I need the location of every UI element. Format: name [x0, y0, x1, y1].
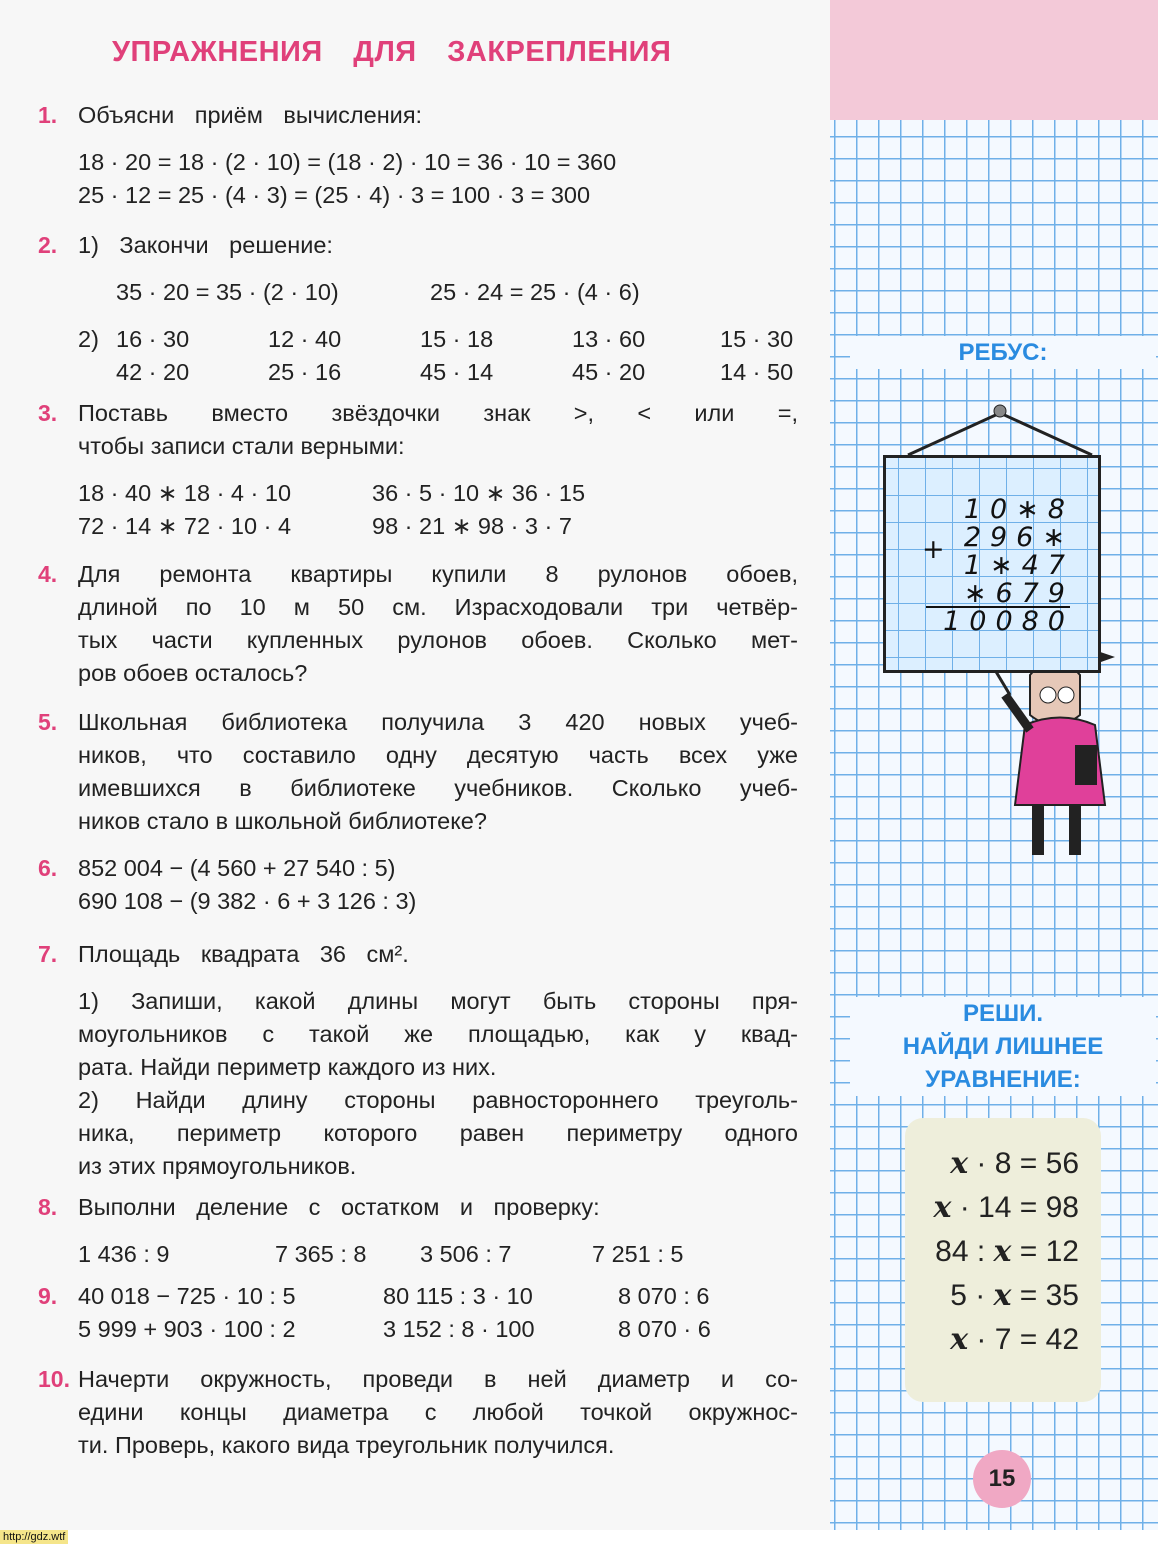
expression: 2)	[78, 326, 99, 352]
exercise-block	[78, 146, 798, 212]
text-line: 18 · 20 = 18 · (2 · 10) = (18 · 2) · 10 = 36 · 10 = 360	[78, 149, 617, 175]
task-title-line: НАЙДИ ЛИШНЕЕ	[850, 1030, 1156, 1063]
text-line: ников, что составило одну десятую часть всех уже	[78, 742, 798, 768]
text-line: ров обоев осталось?	[78, 660, 308, 686]
expression-row	[78, 323, 798, 356]
expression: 14 · 50	[720, 359, 794, 385]
text-line: 690 108 − (9 382 · 6 + 3 126 : 3)	[78, 888, 417, 914]
page-number: 15	[973, 1450, 1031, 1508]
text-line: 25 · 12 = 25 · (4 · 3) = (25 · 4) · 3 = 100 · 3 = 300	[78, 182, 591, 208]
text-line: ников стало в школьной библиотеке?	[78, 808, 487, 834]
rebus-sum: 10080	[943, 606, 1074, 637]
exercise-block	[78, 852, 798, 918]
text-line: ти. Проверь, какого вида треугольник получился.	[78, 1432, 615, 1458]
exercise-block	[78, 938, 798, 971]
equation-suffix: · 14 = 98	[951, 1191, 1079, 1224]
text-line: имевшихся в библиотеке учебников. Сколько учеб-	[78, 775, 798, 801]
text-line: 2) Найди длину стороны равностороннего треуголь-	[78, 1087, 798, 1113]
variable: x	[933, 1190, 952, 1225]
exercise-10	[38, 1363, 798, 1462]
exercise-number: 8.	[38, 1194, 58, 1220]
text-line: чтобы записи стали верными:	[78, 433, 405, 459]
exercise-number: 2.	[38, 232, 58, 258]
text-line: Объясни приём вычисления:	[78, 102, 423, 128]
text-line: тых части купленных рулонов обоев. Сколько мет-	[78, 627, 798, 653]
expression: 36 · 5 · 10 ∗ 36 · 15	[372, 480, 586, 506]
expression: 5 999 + 903 · 100 : 2	[78, 1316, 296, 1342]
exercise-number: 6.	[38, 855, 58, 881]
expression: 13 · 60	[572, 326, 646, 352]
exercise-body	[78, 706, 798, 838]
equation	[950, 1278, 1079, 1313]
equation-suffix: · 7 = 42	[968, 1323, 1079, 1356]
exercise-block	[78, 1280, 798, 1346]
plus-sign: +	[922, 534, 954, 565]
exercise-3	[38, 397, 798, 543]
exercise-number: 9.	[38, 1283, 58, 1309]
expression-row	[78, 1313, 798, 1346]
expression-row	[78, 510, 798, 543]
exercise-8	[38, 1191, 798, 1271]
expression: 7 365 : 8	[275, 1241, 367, 1267]
text-line: 1) Закончи решение:	[78, 232, 333, 258]
exercise-body	[78, 229, 798, 389]
equations-box	[905, 1118, 1101, 1402]
rebus-board	[883, 455, 1101, 673]
exercise-number: 10.	[38, 1366, 70, 1392]
exercise-2	[38, 229, 798, 389]
expression-row	[78, 477, 798, 510]
text-line: 1) Запиши, какой длины могут быть стороны пря-	[78, 988, 798, 1014]
expression: 98 · 21 ∗ 98 · 3 · 7	[372, 513, 572, 539]
expression: 12 · 40	[268, 326, 342, 352]
task-title-line: РЕШИ.	[850, 997, 1156, 1030]
equation-suffix: = 35	[1011, 1279, 1079, 1312]
expression: 8 070 : 6	[618, 1283, 710, 1309]
exercise-body	[78, 1280, 798, 1346]
equation-suffix: = 12	[1011, 1235, 1079, 1268]
exercise-block	[78, 1238, 798, 1271]
expression: 3 152 : 8 · 100	[383, 1316, 535, 1342]
variable: x	[950, 1322, 969, 1357]
exercise-body	[78, 852, 798, 918]
variable: x	[993, 1278, 1012, 1313]
expression: 15 · 30	[720, 326, 794, 352]
page-title: УПРАЖНЕНИЯ ДЛЯ ЗАКРЕПЛЕНИЯ	[112, 36, 672, 68]
exercise-block	[78, 558, 798, 690]
text-line: 852 004 − (4 560 + 27 540 : 5)	[78, 855, 396, 881]
exercise-block	[78, 323, 798, 389]
expression-row	[78, 1280, 798, 1313]
exercise-block	[78, 229, 798, 262]
expression: 45 · 20	[572, 359, 646, 385]
expression: 1 436 : 9	[78, 1241, 170, 1267]
text-line: Поставь вместо звёздочки знак >, < или =,	[78, 400, 798, 426]
exercise-body	[78, 99, 798, 212]
exercise-body	[78, 397, 798, 543]
exercise-body	[78, 1191, 798, 1271]
exercise-4	[38, 558, 798, 690]
exercise-block	[78, 985, 798, 1183]
equation	[934, 1190, 1079, 1225]
expression-row	[78, 276, 798, 309]
text-line: рата. Найди периметр каждого из них.	[78, 1054, 497, 1080]
rebus-line: 1∗47	[963, 550, 1074, 581]
exercise-body	[78, 938, 798, 1183]
rebus-line: 10∗8	[963, 494, 1074, 525]
exercise-block	[78, 99, 798, 132]
exercise-block	[78, 1363, 798, 1462]
rebus-line: 296∗	[963, 522, 1074, 553]
sidebar-pink-header	[830, 0, 1158, 120]
exercise-block	[78, 1191, 798, 1224]
exercise-1	[38, 99, 798, 212]
text-line: ника, периметр которого равен периметру одного	[78, 1120, 798, 1146]
exercise-body	[78, 558, 798, 690]
exercise-body	[78, 1363, 798, 1462]
expression: 7 251 : 5	[592, 1241, 684, 1267]
exercise-number: 4.	[38, 561, 58, 587]
text-line: едини концы диаметра с любой точкой окружнос-	[78, 1399, 798, 1425]
equation	[950, 1146, 1079, 1181]
text-line: Школьная библиотека получила 3 420 новых учеб-	[78, 709, 798, 735]
source-link[interactable]: http://gdz.wtf	[0, 1530, 68, 1544]
exercise-number: 1.	[38, 102, 58, 128]
expression: 72 · 14 ∗ 72 · 10 · 4	[78, 513, 292, 539]
variable: x	[950, 1146, 969, 1181]
expression: 35 · 20 = 35 · (2 · 10)	[116, 279, 339, 305]
equation	[935, 1234, 1079, 1269]
expression: 40 018 − 725 · 10 : 5	[78, 1283, 296, 1309]
expression: 45 · 14	[420, 359, 494, 385]
exercise-number: 7.	[38, 941, 58, 967]
exercise-block	[78, 477, 798, 543]
task-title-line: УРАВНЕНИЕ:	[850, 1063, 1156, 1096]
text-line: Площадь квадрата 36 см².	[78, 941, 409, 967]
equation	[950, 1322, 1079, 1357]
expression: 16 · 30	[116, 326, 190, 352]
exercise-number: 5.	[38, 709, 58, 735]
expression: 42 · 20	[116, 359, 190, 385]
expression-row	[78, 356, 798, 389]
equation-prefix: 5 ·	[950, 1279, 994, 1312]
exercise-9	[38, 1280, 798, 1346]
variable: x	[993, 1234, 1012, 1269]
exercise-block	[78, 706, 798, 838]
text-line: из этих прямоугольников.	[78, 1153, 357, 1179]
exercise-number: 3.	[38, 400, 58, 426]
expression: 3 506 : 7	[420, 1241, 512, 1267]
exercise-block	[78, 397, 798, 463]
text-line: Выполни деление с остатком и проверку:	[78, 1194, 600, 1220]
expression: 80 115 : 3 · 10	[383, 1283, 533, 1309]
rebus-line: ∗679	[963, 578, 1074, 609]
exercise-block	[78, 276, 798, 309]
text-line: длиной по 10 м 50 см. Израсходовали три четвёр-	[78, 594, 798, 620]
exercise-7	[38, 938, 798, 1183]
equation-suffix: · 8 = 56	[968, 1147, 1079, 1180]
text-line: моугольников с такой же площадью, как у квад-	[78, 1021, 798, 1047]
expression-row	[78, 1238, 798, 1271]
expression: 8 070 · 6	[618, 1316, 711, 1342]
exercise-6	[38, 852, 798, 918]
expression: 18 · 40 ∗ 18 · 4 · 10	[78, 480, 292, 506]
text-line: Для ремонта квартиры купили 8 рулонов обоев,	[78, 561, 798, 587]
expression: 15 · 18	[420, 326, 494, 352]
exercise-5	[38, 706, 798, 838]
expression: 25 · 16	[268, 359, 342, 385]
text-line: Начерти окружность, проведи в ней диаметр и со-	[78, 1366, 798, 1392]
equation-prefix: 84 :	[935, 1235, 994, 1268]
expression: 25 · 24 = 25 · (4 · 6)	[430, 279, 640, 305]
rebus-title: РЕБУС:	[850, 336, 1156, 369]
